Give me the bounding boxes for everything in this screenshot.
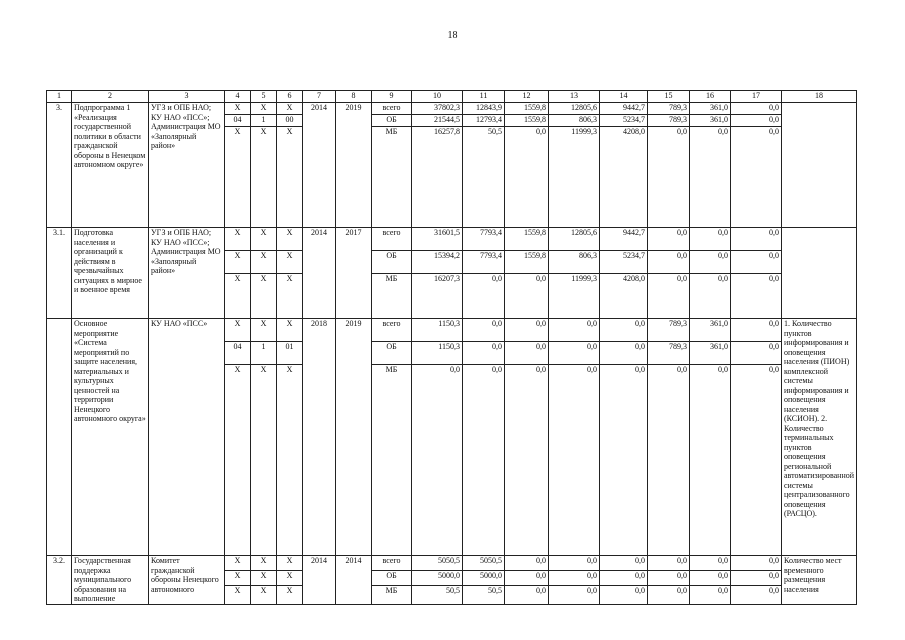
header-cell-10: 10	[412, 91, 463, 103]
amount-cell: 0,0	[648, 228, 690, 251]
amount-cell: 9442,7	[600, 103, 648, 115]
amount-cell: 0,0	[731, 115, 782, 127]
code-cell: X	[251, 319, 277, 342]
amount-cell: 0,0	[690, 127, 731, 228]
amount-cell: 0,0	[549, 570, 600, 585]
amount-cell: 50,5	[412, 585, 463, 604]
amount-cell: 0,0	[731, 103, 782, 115]
amount-cell: 16257,8	[412, 127, 463, 228]
year-start: 2018	[303, 319, 336, 556]
measure-name: Основное мероприятие «Система мероприятий по защите населения, материальных и культурных ценностей на территории Ненецкого автономного округа»	[72, 319, 149, 556]
header-cell-15: 15	[648, 91, 690, 103]
amount-cell: 12843,9	[463, 103, 505, 115]
amount-cell: 9442,7	[600, 228, 648, 251]
amount-cell: 789,3	[648, 319, 690, 342]
amount-cell: 0,0	[549, 365, 600, 556]
amount-cell: 5000,0	[463, 570, 505, 585]
amount-cell: 806,3	[549, 251, 600, 274]
code-cell: X	[225, 127, 251, 228]
funding-source: ОБ	[372, 115, 412, 127]
amount-cell: 0,0	[648, 251, 690, 274]
header-cell-6: 6	[277, 91, 303, 103]
executor: Комитет гражданской обороны Ненецкого автономного	[149, 556, 225, 605]
amount-cell: 50,5	[463, 127, 505, 228]
executor: КУ НАО «ПСС»	[149, 319, 225, 556]
amount-cell: 0,0	[731, 319, 782, 342]
amount-cell: 0,0	[463, 342, 505, 365]
header-cell-5: 5	[251, 91, 277, 103]
code-cell: X	[251, 274, 277, 319]
amount-cell: 0,0	[690, 251, 731, 274]
amount-cell: 0,0	[549, 556, 600, 571]
code-cell: X	[277, 274, 303, 319]
code-cell: X	[251, 103, 277, 115]
funding-source: МБ	[372, 127, 412, 228]
code-cell: X	[277, 365, 303, 556]
row-number: 3.1.	[47, 228, 72, 319]
header-cell-4: 4	[225, 91, 251, 103]
amount-cell: 806,3	[549, 115, 600, 127]
amount-cell: 0,0	[731, 251, 782, 274]
header-cell-13: 13	[549, 91, 600, 103]
code-cell: X	[277, 103, 303, 115]
result-indicator: 1. Количество пунктов информирования и оповещения населения (ПИОН) комплексной системы информирования и оповещения населения (КСИОН). 2. Количество терминальных пунктов оповещения региональной автоматизированной системы централизованного оповещения (РАСЦО).	[782, 319, 857, 556]
amount-cell: 0,0	[505, 274, 549, 319]
year-start: 2014	[303, 556, 336, 605]
header-cell-17: 17	[731, 91, 782, 103]
amount-cell: 0,0	[690, 365, 731, 556]
amount-cell: 4208,0	[600, 274, 648, 319]
amount-cell: 0,0	[600, 556, 648, 571]
funding-source: ОБ	[372, 342, 412, 365]
amount-cell: 361,0	[690, 319, 731, 342]
funding-source: всего	[372, 103, 412, 115]
code-cell: 1	[251, 115, 277, 127]
measure-name: Подготовка населения и организаций к действиям в чрезвычайных ситуациях в мирное и военное время	[72, 228, 149, 319]
amount-cell: 0,0	[600, 365, 648, 556]
code-cell: X	[277, 251, 303, 274]
program-table	[46, 90, 857, 605]
amount-cell: 0,0	[731, 228, 782, 251]
code-cell: X	[277, 556, 303, 571]
amount-cell: 0,0	[600, 585, 648, 604]
measure-name: Государственная поддержка муниципального образования на выполнение	[72, 556, 149, 605]
amount-cell: 0,0	[412, 365, 463, 556]
funding-source: всего	[372, 228, 412, 251]
amount-cell: 12793,4	[463, 115, 505, 127]
header-cell-16: 16	[690, 91, 731, 103]
funding-source: всего	[372, 319, 412, 342]
amount-cell: 5234,7	[600, 251, 648, 274]
header-cell-18: 18	[782, 91, 857, 103]
code-cell: X	[251, 570, 277, 585]
code-cell: X	[225, 251, 251, 274]
row-number	[47, 319, 72, 556]
amount-cell: 0,0	[505, 556, 549, 571]
amount-cell: 0,0	[690, 556, 731, 571]
amount-cell: 0,0	[731, 585, 782, 604]
amount-cell: 0,0	[600, 319, 648, 342]
code-cell: X	[225, 365, 251, 556]
code-cell: X	[251, 251, 277, 274]
row-number: 3.2.	[47, 556, 72, 605]
amount-cell: 1559,8	[505, 103, 549, 115]
amount-cell: 361,0	[690, 103, 731, 115]
amount-cell: 16207,3	[412, 274, 463, 319]
amount-cell: 7793,4	[463, 228, 505, 251]
result-indicator: Количество мест временного размещения населения	[782, 556, 857, 605]
amount-cell: 15394,2	[412, 251, 463, 274]
code-cell: X	[251, 585, 277, 604]
page-number: 18	[447, 30, 458, 41]
amount-cell: 0,0	[648, 127, 690, 228]
amount-cell: 0,0	[600, 570, 648, 585]
code-cell: X	[251, 556, 277, 571]
result-indicator	[782, 103, 857, 228]
code-cell: X	[277, 585, 303, 604]
funding-source: МБ	[372, 274, 412, 319]
code-cell: 04	[225, 115, 251, 127]
code-cell: X	[225, 103, 251, 115]
amount-cell: 5000,0	[412, 570, 463, 585]
code-cell: X	[277, 228, 303, 251]
amount-cell: 1559,8	[505, 251, 549, 274]
executor: УГЗ и ОПБ НАО; КУ НАО «ПСС»; Администрация МО «Заполярный район»	[149, 103, 225, 228]
amount-cell: 0,0	[648, 274, 690, 319]
header-cell-2: 2	[72, 91, 149, 103]
amount-cell: 789,3	[648, 103, 690, 115]
header-cell-11: 11	[463, 91, 505, 103]
amount-cell: 0,0	[600, 342, 648, 365]
code-cell: X	[225, 319, 251, 342]
amount-cell: 0,0	[505, 342, 549, 365]
code-cell: X	[251, 127, 277, 228]
amount-cell: 12805,6	[549, 103, 600, 115]
amount-cell: 50,5	[463, 585, 505, 604]
code-cell: X	[277, 319, 303, 342]
amount-cell: 0,0	[731, 342, 782, 365]
amount-cell: 11999,3	[549, 274, 600, 319]
header-cell-14: 14	[600, 91, 648, 103]
amount-cell: 0,0	[505, 570, 549, 585]
amount-cell: 0,0	[731, 556, 782, 571]
header-cell-7: 7	[303, 91, 336, 103]
code-cell: X	[251, 228, 277, 251]
year-end: 2019	[336, 103, 372, 228]
amount-cell: 1559,8	[505, 228, 549, 251]
amount-cell: 0,0	[549, 585, 600, 604]
funding-source: МБ	[372, 365, 412, 556]
amount-cell: 1559,8	[505, 115, 549, 127]
year-end: 2014	[336, 556, 372, 605]
code-cell: X	[225, 556, 251, 571]
amount-cell: 4208,0	[600, 127, 648, 228]
amount-cell: 0,0	[731, 127, 782, 228]
amount-cell: 21544,5	[412, 115, 463, 127]
amount-cell: 1150,3	[412, 342, 463, 365]
amount-cell: 12805,6	[549, 228, 600, 251]
table-row	[47, 556, 857, 571]
table-row	[47, 319, 857, 342]
row-number: 3.	[47, 103, 72, 228]
header-cell-3: 3	[149, 91, 225, 103]
funding-source: ОБ	[372, 570, 412, 585]
amount-cell: 5050,5	[412, 556, 463, 571]
year-end: 2017	[336, 228, 372, 319]
amount-cell: 0,0	[648, 585, 690, 604]
header-cell-8: 8	[336, 91, 372, 103]
amount-cell: 0,0	[549, 342, 600, 365]
amount-cell: 789,3	[648, 115, 690, 127]
code-cell: X	[225, 570, 251, 585]
code-cell: 01	[277, 342, 303, 365]
amount-cell: 0,0	[463, 319, 505, 342]
funding-source: ОБ	[372, 251, 412, 274]
year-end: 2019	[336, 319, 372, 556]
header-row	[47, 91, 857, 103]
amount-cell: 5234,7	[600, 115, 648, 127]
funding-source: МБ	[372, 585, 412, 604]
amount-cell: 0,0	[648, 570, 690, 585]
amount-cell: 0,0	[648, 365, 690, 556]
result-indicator	[782, 228, 857, 319]
amount-cell: 0,0	[731, 365, 782, 556]
measure-name: Подпрограмма 1 «Реализация государственной политики в области гражданской обороны в Ненецком автономном округе»	[72, 103, 149, 228]
amount-cell: 0,0	[505, 585, 549, 604]
year-start: 2014	[303, 228, 336, 319]
funding-source: всего	[372, 556, 412, 571]
amount-cell: 0,0	[463, 274, 505, 319]
code-cell: X	[225, 228, 251, 251]
amount-cell: 11999,3	[549, 127, 600, 228]
amount-cell: 0,0	[463, 365, 505, 556]
code-cell: 04	[225, 342, 251, 365]
amount-cell: 361,0	[690, 342, 731, 365]
code-cell: X	[277, 570, 303, 585]
amount-cell: 0,0	[731, 570, 782, 585]
code-cell: 00	[277, 115, 303, 127]
header-cell-1: 1	[47, 91, 72, 103]
amount-cell: 361,0	[690, 115, 731, 127]
year-start: 2014	[303, 103, 336, 228]
code-cell: X	[251, 365, 277, 556]
code-cell: X	[225, 274, 251, 319]
amount-cell: 31601,5	[412, 228, 463, 251]
amount-cell: 0,0	[505, 127, 549, 228]
amount-cell: 0,0	[690, 570, 731, 585]
header-cell-9: 9	[372, 91, 412, 103]
amount-cell: 0,0	[648, 556, 690, 571]
amount-cell: 7793,4	[463, 251, 505, 274]
amount-cell: 0,0	[505, 319, 549, 342]
header-cell-12: 12	[505, 91, 549, 103]
amount-cell: 0,0	[731, 274, 782, 319]
amount-cell: 789,3	[648, 342, 690, 365]
amount-cell: 5050,5	[463, 556, 505, 571]
amount-cell: 37802,3	[412, 103, 463, 115]
amount-cell: 0,0	[690, 585, 731, 604]
amount-cell: 0,0	[505, 365, 549, 556]
amount-cell: 1150,3	[412, 319, 463, 342]
table-row	[47, 228, 857, 251]
code-cell: 1	[251, 342, 277, 365]
code-cell: X	[277, 127, 303, 228]
executor: УГЗ и ОПБ НАО; КУ НАО «ПСС»; Администрация МО «Заполярный район»	[149, 228, 225, 319]
table-row	[47, 103, 857, 115]
amount-cell: 0,0	[690, 274, 731, 319]
code-cell: X	[225, 585, 251, 604]
amount-cell: 0,0	[549, 319, 600, 342]
amount-cell: 0,0	[690, 228, 731, 251]
